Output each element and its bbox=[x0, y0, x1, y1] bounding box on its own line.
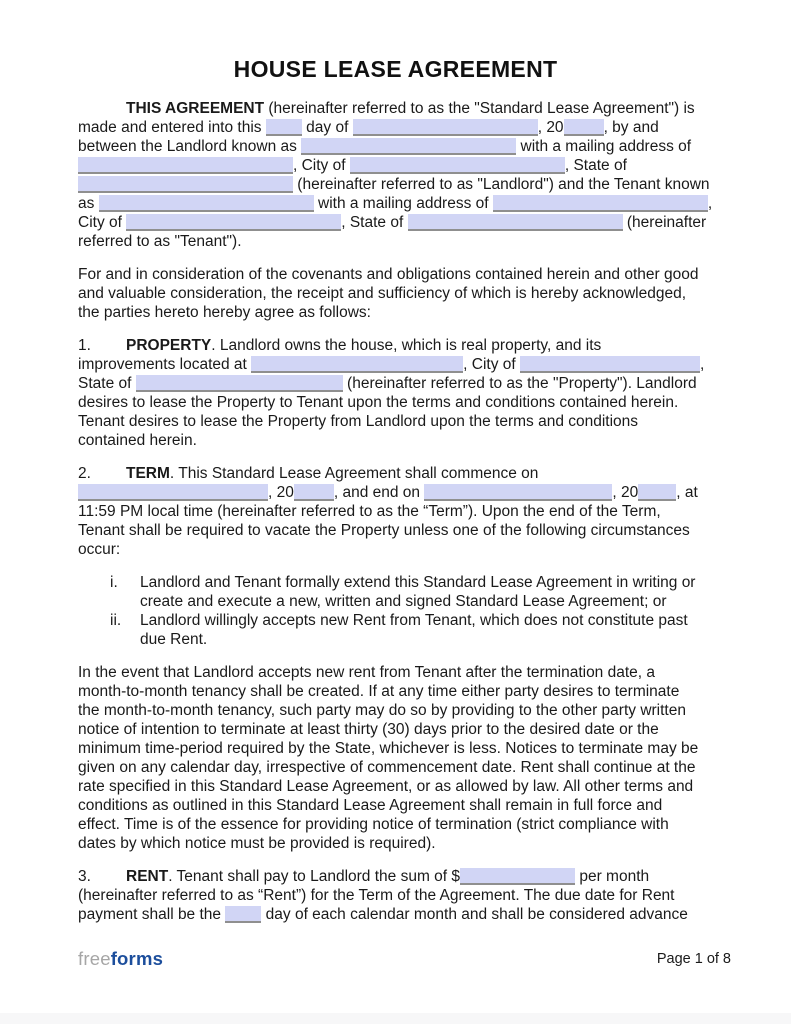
text-run: , State of bbox=[564, 157, 627, 174]
fill-in-blank-field[interactable] bbox=[564, 119, 604, 136]
text-line bbox=[78, 175, 728, 194]
text-run: with a mailing address of bbox=[516, 138, 692, 155]
list-item bbox=[78, 573, 728, 611]
text-line bbox=[78, 336, 728, 355]
text-line bbox=[78, 682, 728, 701]
text-line bbox=[78, 720, 728, 739]
fill-in-blank-field[interactable] bbox=[78, 176, 293, 193]
fill-in-blank-field[interactable] bbox=[225, 906, 261, 923]
paragraph bbox=[78, 867, 728, 924]
text-run: , City of bbox=[293, 157, 350, 174]
text-run: (hereinafter referred to as “Rent”) for the Term of the Agreement. The due date for Rent bbox=[78, 887, 675, 904]
list-item-text bbox=[140, 611, 728, 649]
text-line bbox=[78, 777, 728, 796]
document-body bbox=[78, 99, 728, 924]
freeforms-logo bbox=[78, 948, 163, 970]
list-marker: i. bbox=[110, 574, 118, 591]
text-run: notice of intention to terminate at least thirty (30) days prior to the desired date or the bbox=[78, 721, 659, 738]
logo-text-free: free bbox=[78, 948, 111, 969]
text-run: effect. Time is of the essence for providing notice of termination (strict compliance with bbox=[78, 816, 669, 833]
paragraph bbox=[78, 336, 728, 450]
text-line bbox=[78, 521, 728, 540]
text-line bbox=[140, 630, 728, 649]
text-line bbox=[78, 431, 728, 450]
list-marker: ii. bbox=[110, 612, 122, 629]
text-run: Landlord and Tenant formally extend this Standard Lease Agreement in writing or bbox=[140, 574, 696, 591]
text-run: Tenant shall be required to vacate the Property unless one of the following circumstances bbox=[78, 522, 690, 539]
text-run: , by and bbox=[603, 119, 659, 136]
text-line bbox=[78, 213, 728, 232]
text-run: Tenant desires to lease the Property from Landlord upon the terms and conditions bbox=[78, 413, 639, 430]
text-line bbox=[78, 156, 728, 175]
text-line bbox=[78, 265, 728, 284]
text-line bbox=[78, 905, 728, 924]
fill-in-blank-field[interactable] bbox=[294, 484, 334, 501]
paragraph bbox=[78, 265, 728, 322]
text-run: contained herein. bbox=[78, 432, 197, 449]
text-line bbox=[78, 194, 728, 213]
text-line bbox=[78, 834, 728, 853]
text-line bbox=[78, 303, 728, 322]
section-number: 3. bbox=[78, 868, 91, 885]
text-run: In the event that Landlord accepts new rent from Tenant after the termination date, a bbox=[78, 664, 656, 681]
fill-in-blank-field[interactable] bbox=[408, 214, 623, 231]
text-line bbox=[78, 739, 728, 758]
text-run: , 20 bbox=[268, 484, 294, 501]
text-line bbox=[78, 815, 728, 834]
text-line bbox=[78, 137, 728, 156]
bold-text-run: PROPERTY bbox=[126, 337, 212, 354]
fill-in-blank-field[interactable] bbox=[424, 484, 612, 501]
text-run: with a mailing address of bbox=[313, 195, 493, 212]
bold-text-run: THIS AGREEMENT bbox=[126, 100, 265, 117]
text-run: , City of bbox=[463, 356, 521, 373]
bold-text-run: RENT bbox=[126, 868, 169, 885]
text-run: day of each calendar month and shall be considered advance bbox=[261, 906, 688, 923]
text-run: due Rent. bbox=[140, 631, 208, 648]
text-run: , at bbox=[676, 484, 698, 501]
text-line bbox=[78, 796, 728, 815]
text-line bbox=[78, 483, 728, 502]
fill-in-blank-field[interactable] bbox=[136, 375, 343, 392]
text-run: , State of bbox=[341, 214, 408, 231]
page-number: Page 1 of 8 bbox=[656, 951, 731, 967]
text-run: month-to-month tenancy shall be created. If at any time either party desires to terminate bbox=[78, 683, 680, 700]
text-run: occur: bbox=[78, 541, 121, 558]
text-line bbox=[78, 502, 728, 521]
text-run: day of bbox=[301, 119, 353, 136]
text-line bbox=[78, 393, 728, 412]
text-run: per month bbox=[575, 868, 650, 885]
text-run: create and execute a new, written and signed Standard Lease Agreement; or bbox=[140, 593, 667, 610]
text-line bbox=[78, 701, 728, 720]
section-number: 1. bbox=[78, 337, 91, 354]
text-line bbox=[140, 573, 728, 592]
fill-in-blank-field[interactable] bbox=[638, 484, 676, 501]
text-line bbox=[78, 374, 728, 393]
paragraph bbox=[78, 663, 728, 853]
bold-text-run: TERM bbox=[126, 465, 170, 482]
text-run: payment shall be the bbox=[78, 906, 226, 923]
fill-in-blank-field[interactable] bbox=[460, 868, 575, 885]
list-item-text bbox=[140, 573, 728, 611]
logo-text-forms: forms bbox=[110, 948, 164, 969]
text-run: made and entered into this bbox=[78, 119, 266, 136]
fill-in-blank-field[interactable] bbox=[301, 138, 516, 155]
text-line bbox=[78, 663, 728, 682]
text-run: as bbox=[78, 195, 99, 212]
text-run: given on any calendar day, irrespective of commencement date. Rent shall continue at the bbox=[78, 759, 696, 776]
text-run: between the Landlord known as bbox=[78, 138, 302, 155]
text-line bbox=[78, 886, 728, 905]
text-run: State of bbox=[78, 375, 136, 392]
text-run: (hereinafter referred to as the "Standard Lease Agreement") is bbox=[264, 100, 695, 117]
text-line bbox=[78, 867, 728, 886]
text-run: desires to lease the Property to Tenant upon the terms and conditions contained herein. bbox=[78, 394, 679, 411]
text-line bbox=[78, 412, 728, 431]
text-run: 11:59 PM local time (hereinafter referred to as the “Term”). Upon the end of the Term, bbox=[78, 503, 661, 520]
list-item bbox=[78, 611, 728, 649]
fill-in-blank-field[interactable] bbox=[99, 195, 314, 212]
text-line bbox=[78, 118, 728, 137]
paragraph bbox=[78, 464, 728, 559]
fill-in-blank-field[interactable] bbox=[251, 356, 463, 373]
fill-in-blank-field[interactable] bbox=[353, 119, 538, 136]
text-run: the parties hereto hereby agree as follows: bbox=[78, 304, 371, 321]
text-run: , bbox=[700, 356, 705, 373]
section-number: 2. bbox=[78, 465, 91, 482]
text-run: dates by which notice must be provided is required). bbox=[78, 835, 436, 852]
text-run: improvements located at bbox=[78, 356, 252, 373]
fill-in-blank-field[interactable] bbox=[78, 157, 293, 174]
list-block bbox=[78, 573, 728, 649]
text-run: City of bbox=[78, 214, 127, 231]
text-run: (hereinafter bbox=[622, 214, 707, 231]
text-run: , bbox=[707, 195, 713, 212]
text-line bbox=[140, 611, 728, 630]
text-line bbox=[78, 540, 728, 559]
text-line bbox=[78, 355, 728, 374]
page-edge-divider bbox=[0, 1013, 791, 1024]
text-run: For and in consideration of the covenants and obligations contained herein and other good bbox=[78, 266, 699, 283]
text-run: minimum time-period required by the State, whichever is less. Notices to terminate may be bbox=[78, 740, 699, 757]
text-run: conditions as outlined in this Standard Lease Agreement shall remain in full force and bbox=[78, 797, 663, 814]
text-run: . Tenant shall pay to Landlord the sum of $ bbox=[168, 868, 461, 885]
text-run: Landlord willingly accepts new Rent from Tenant, which does not constitute past bbox=[140, 612, 688, 629]
fill-in-blank-field[interactable] bbox=[520, 356, 700, 373]
text-run: , 20 bbox=[537, 119, 564, 136]
fill-in-blank-field[interactable] bbox=[350, 157, 565, 174]
text-run: , 20 bbox=[612, 484, 639, 501]
text-run: , and end on bbox=[333, 484, 425, 501]
text-run: rate specified in this Standard Lease Agreement, or as allowed by law. All other terms and bbox=[78, 778, 694, 795]
text-run: referred to as "Tenant"). bbox=[78, 233, 242, 250]
text-run: (hereinafter referred to as the "Property"). Landlord bbox=[342, 375, 697, 392]
text-run: (hereinafter referred to as "Landlord") and the Tenant known bbox=[293, 176, 710, 193]
text-line bbox=[78, 758, 728, 777]
text-line bbox=[140, 592, 728, 611]
text-run: the month-to-month tenancy, such party may do so by providing to the other party written bbox=[78, 702, 686, 719]
text-line bbox=[78, 99, 728, 118]
document-title: HOUSE LEASE AGREEMENT bbox=[233, 56, 558, 82]
fill-in-blank-field[interactable] bbox=[266, 119, 302, 136]
paragraph bbox=[78, 99, 728, 251]
text-run: . This Standard Lease Agreement shall commence on bbox=[169, 465, 539, 482]
text-run: and valuable consideration, the receipt and sufficiency of which is hereby acknowledged, bbox=[78, 285, 687, 302]
text-line bbox=[78, 464, 728, 483]
fill-in-blank-field[interactable] bbox=[78, 484, 268, 501]
text-run: . Landlord owns the house, which is real property, and its bbox=[211, 337, 602, 354]
fill-in-blank-field[interactable] bbox=[493, 195, 708, 212]
text-line bbox=[78, 284, 728, 303]
fill-in-blank-field[interactable] bbox=[126, 214, 341, 231]
text-line bbox=[78, 232, 728, 251]
